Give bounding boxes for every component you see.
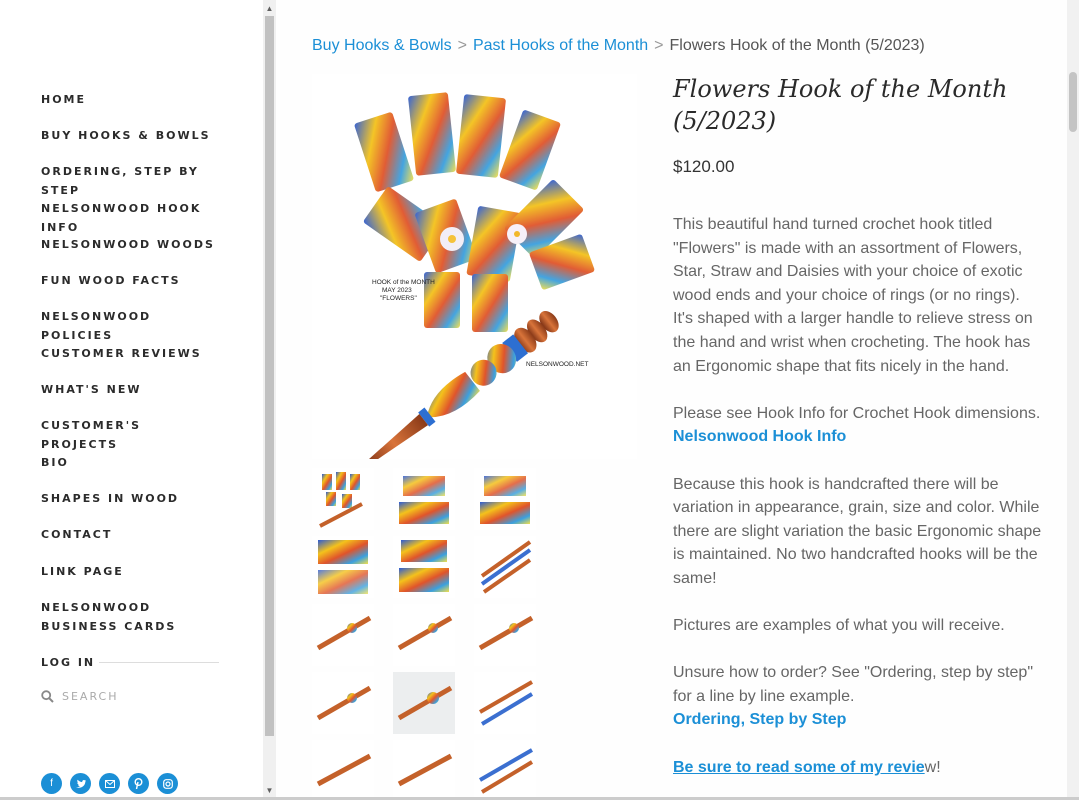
twitter-icon[interactable] bbox=[70, 773, 91, 794]
breadcrumb-separator: > bbox=[654, 37, 664, 54]
nav-customer-reviews[interactable]: CUSTOMER REVIEWS bbox=[41, 347, 202, 360]
thumbnail[interactable] bbox=[312, 536, 374, 598]
thumbnail[interactable] bbox=[474, 672, 536, 734]
breadcrumb-buy-hooks[interactable]: Buy Hooks & Bowls bbox=[312, 37, 452, 54]
thumbnail[interactable] bbox=[312, 468, 374, 530]
description-paragraph bbox=[673, 756, 1043, 780]
breadcrumb-separator: > bbox=[457, 37, 467, 54]
thumbnail[interactable] bbox=[393, 604, 455, 666]
nav-log-in[interactable] bbox=[41, 653, 219, 672]
scroll-up-arrow-icon[interactable]: ▲ bbox=[265, 4, 274, 13]
thumbnail[interactable] bbox=[474, 740, 536, 800]
facebook-icon[interactable]: f bbox=[41, 773, 62, 794]
sidebar-scrollbar[interactable] bbox=[263, 0, 276, 800]
image-caption-line3: "FLOWERS" bbox=[380, 295, 417, 302]
nav-ordering-step-by-step[interactable]: ORDERING, STEP BY STEP bbox=[41, 165, 199, 197]
thumbnail[interactable] bbox=[312, 604, 374, 666]
nav-link-page[interactable]: LINK PAGE bbox=[41, 565, 124, 578]
hook-product-photo bbox=[312, 74, 637, 459]
ordering-text: Unsure how to order? See "Ordering, step by step" for a line by line example. bbox=[673, 664, 1033, 705]
thumbnail[interactable] bbox=[312, 672, 374, 734]
divider bbox=[99, 662, 219, 663]
nav-fun-wood-facts[interactable]: FUN WOOD FACTS bbox=[41, 274, 181, 287]
search-box[interactable] bbox=[41, 690, 212, 703]
breadcrumb-past-hooks[interactable]: Past Hooks of the Month bbox=[472, 37, 649, 54]
breadcrumb bbox=[312, 37, 925, 55]
product-price: $120.00 bbox=[673, 157, 735, 176]
nav-whats-new[interactable]: WHAT'S NEW bbox=[41, 383, 142, 396]
image-caption-line2: MAY 2023 bbox=[382, 287, 412, 294]
product-description bbox=[673, 213, 1043, 779]
product-main-image[interactable] bbox=[312, 74, 637, 459]
breadcrumb-current: Flowers Hook of the Month (5/2023) bbox=[669, 37, 925, 54]
nav-contact[interactable]: CONTACT bbox=[41, 528, 113, 541]
ordering-link[interactable]: Ordering, Step by Step bbox=[673, 711, 847, 729]
thumbnail[interactable] bbox=[393, 740, 455, 800]
page-scrollbar[interactable] bbox=[1067, 0, 1079, 800]
image-caption-line1: HOOK of the MONTH bbox=[372, 279, 435, 286]
instagram-icon[interactable] bbox=[157, 773, 178, 794]
nav-business-cards[interactable]: NELSONWOOD BUSINESS CARDS bbox=[41, 601, 177, 633]
nav-woods[interactable]: NELSONWOOD WOODS bbox=[41, 238, 215, 251]
image-caption-site: NELSONWOOD.NET bbox=[526, 361, 589, 368]
scroll-down-arrow-icon[interactable]: ▼ bbox=[265, 786, 274, 795]
hook-info-text: Please see Hook Info for Crochet Hook dimensions. bbox=[673, 404, 1041, 422]
nav-hook-info[interactable]: NELSONWOOD HOOK INFO bbox=[41, 202, 202, 234]
sidebar-scroll-thumb[interactable] bbox=[265, 16, 274, 736]
thumbnail[interactable] bbox=[393, 468, 455, 530]
nav-policies[interactable]: NELSONWOOD POLICIES bbox=[41, 310, 152, 342]
product-details bbox=[673, 73, 1043, 800]
description-paragraph: Pictures are examples of what you will receive. bbox=[673, 617, 1005, 635]
nav-customers-projects[interactable]: CUSTOMER'S PROJECTS bbox=[41, 419, 142, 451]
thumbnail[interactable] bbox=[393, 672, 455, 734]
search-input[interactable] bbox=[62, 690, 212, 703]
description-paragraph: Because this hook is handcrafted there will be variation in appearance, grain, size and color. While there are slight variation the basic Ergonomic shape is maintained. No two handcrafted hooks will be the same! bbox=[673, 475, 1042, 587]
thumbnail[interactable] bbox=[474, 468, 536, 530]
nav-bio[interactable]: BIO bbox=[41, 456, 69, 469]
pinterest-icon[interactable] bbox=[128, 773, 149, 794]
description-paragraph bbox=[673, 402, 1043, 449]
sidebar bbox=[0, 0, 263, 800]
product-thumbnails bbox=[312, 468, 557, 800]
search-icon bbox=[41, 690, 54, 703]
description-paragraph bbox=[673, 661, 1043, 732]
product-title: Flowers Hook of the Month (5/2023) bbox=[673, 75, 1008, 135]
thumbnail[interactable] bbox=[474, 536, 536, 598]
reviews-text: w! bbox=[924, 758, 941, 776]
nav-home[interactable]: HOME bbox=[41, 93, 87, 106]
email-icon[interactable] bbox=[99, 773, 120, 794]
main-content bbox=[276, 0, 1067, 800]
hook-info-link[interactable]: Nelsonwood Hook Info bbox=[673, 428, 847, 446]
thumbnail[interactable] bbox=[312, 740, 374, 800]
thumbnail[interactable] bbox=[393, 536, 455, 598]
social-links bbox=[41, 773, 178, 794]
nav-shapes-in-wood[interactable]: SHAPES IN WOOD bbox=[41, 492, 180, 505]
thumbnail[interactable] bbox=[474, 604, 536, 666]
nav-buy-hooks-bowls[interactable]: BUY HOOKS & BOWLS bbox=[41, 129, 211, 142]
page-scroll-thumb[interactable] bbox=[1069, 72, 1077, 132]
log-in-label: LOG IN bbox=[41, 656, 96, 669]
reviews-link[interactable]: Be sure to read some of my revie bbox=[673, 758, 925, 776]
description-paragraph: This beautiful hand turned crochet hook titled "Flowers" is made with an assortment of Flowers, Star, Straw and Daisies with your choice of exotic wood ends and your choice of rings (or no rings). It's shaped with a larger handle to relieve stress on the hand and wrist when crocheting. The hook has an Ergonomic shape that fits nicely in the hand. bbox=[673, 216, 1033, 375]
